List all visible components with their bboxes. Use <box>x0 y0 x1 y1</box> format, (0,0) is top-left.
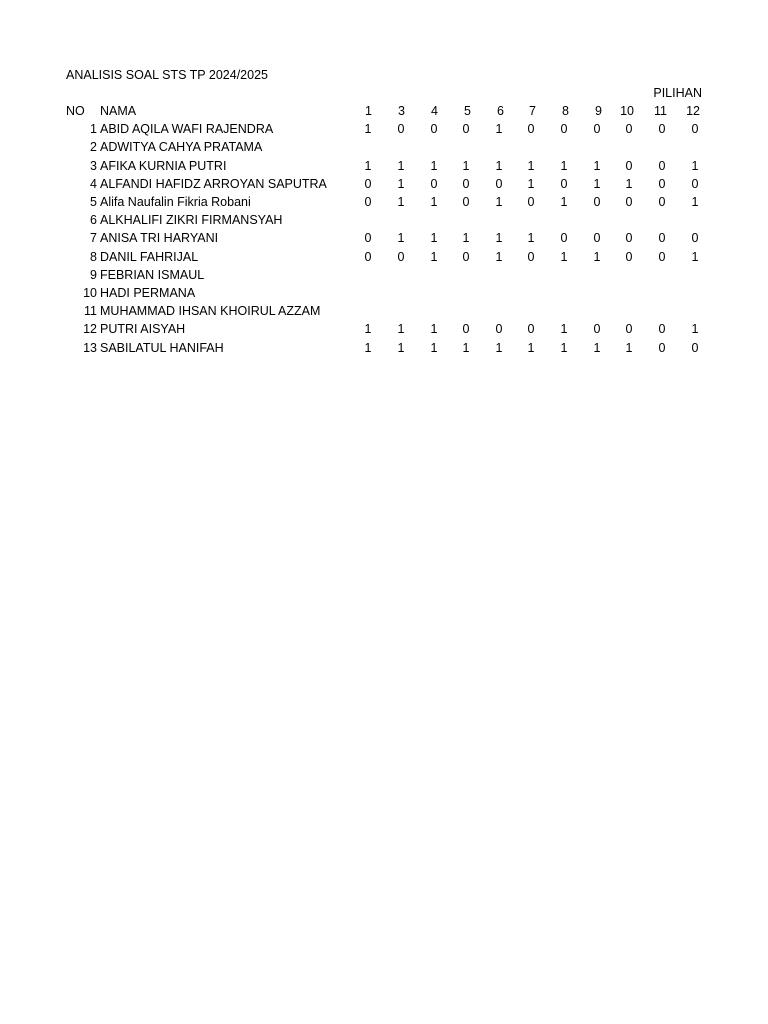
row-score: 0 <box>397 249 405 264</box>
row-score <box>454 302 478 320</box>
row-score <box>617 211 641 229</box>
table-row <box>0 193 768 211</box>
row-score <box>487 138 511 156</box>
header-question-4: 6 <box>497 104 504 118</box>
row-score <box>422 266 446 284</box>
row-score: 1 <box>430 249 438 264</box>
row-score: 0 <box>560 176 568 191</box>
row-no: 12 <box>83 322 97 337</box>
row-score: 0 <box>430 176 438 191</box>
row-no: 4 <box>90 176 97 191</box>
row-score <box>389 302 413 320</box>
row-score: 1 <box>593 340 601 355</box>
row-score <box>683 284 707 302</box>
row-score <box>422 211 446 229</box>
row-score <box>585 266 609 284</box>
row-score: 0 <box>658 176 666 191</box>
row-nama: ANISA TRI HARYANI <box>100 231 219 246</box>
row-score: 1 <box>364 158 372 173</box>
row-score: 0 <box>625 195 633 209</box>
row-score: 0 <box>527 249 535 264</box>
row-score <box>356 138 380 156</box>
row-score: 0 <box>691 340 699 355</box>
row-nama: AFIKA KURNIA PUTRI <box>100 158 227 173</box>
row-score <box>454 284 478 302</box>
row-score <box>683 211 707 229</box>
row-score: 1 <box>430 231 438 246</box>
row-score: 1 <box>560 195 568 209</box>
table-row <box>0 320 768 338</box>
row-score: 1 <box>397 322 405 337</box>
row-score <box>552 284 576 302</box>
row-score: 1 <box>593 176 601 191</box>
row-score: 1 <box>691 249 699 264</box>
row-score <box>519 211 543 229</box>
row-score <box>356 284 380 302</box>
row-score <box>617 284 641 302</box>
pilihan-group-label: PILIHAN <box>653 86 702 100</box>
row-score: 0 <box>462 176 470 191</box>
row-score <box>519 138 543 156</box>
row-nama: HADI PERMANA <box>100 286 196 300</box>
row-score: 1 <box>691 158 699 173</box>
row-score <box>487 211 511 229</box>
row-score: 0 <box>527 322 535 337</box>
row-nama: SABILATUL HANIFAH <box>100 340 224 355</box>
row-score: 0 <box>658 340 666 355</box>
row-score: 1 <box>430 340 438 355</box>
header-question-10: 12 <box>686 104 700 118</box>
row-score: 1 <box>527 176 535 191</box>
row-nama: ALKHALIFI ZIKRI FIRMANSYAH <box>100 213 283 228</box>
row-no: 1 <box>90 122 97 137</box>
row-score: 1 <box>397 158 405 173</box>
table-row <box>0 302 768 320</box>
row-score <box>487 302 511 320</box>
row-score <box>519 302 543 320</box>
row-no: 8 <box>90 249 97 264</box>
row-score <box>650 284 674 302</box>
row-no: 5 <box>90 195 97 209</box>
row-score: 0 <box>691 122 699 137</box>
row-score: 1 <box>691 322 699 337</box>
row-score: 1 <box>495 158 503 173</box>
row-score <box>650 138 674 156</box>
row-score: 1 <box>560 340 568 355</box>
row-no: 6 <box>90 213 97 228</box>
row-score: 0 <box>658 195 666 209</box>
row-score: 1 <box>593 158 601 173</box>
header-question-5: 7 <box>529 104 536 118</box>
table-row <box>0 229 768 247</box>
row-score: 1 <box>495 340 503 355</box>
row-score: 0 <box>625 249 633 264</box>
row-score: 1 <box>430 158 438 173</box>
row-score: 0 <box>658 249 666 264</box>
row-score: 1 <box>397 195 405 209</box>
row-score: 0 <box>397 122 405 137</box>
header-question-0: 1 <box>365 104 372 118</box>
row-score: 0 <box>364 195 372 209</box>
header-question-9: 11 <box>654 104 667 118</box>
row-no: 7 <box>90 231 97 246</box>
row-score: 1 <box>462 158 470 173</box>
table-row <box>0 120 768 138</box>
table-row <box>0 284 768 302</box>
row-nama: FEBRIAN ISMAUL <box>100 267 205 282</box>
row-score: 0 <box>364 231 372 246</box>
row-score: 0 <box>625 158 633 173</box>
row-score: 0 <box>593 231 601 246</box>
row-score: 0 <box>495 176 503 191</box>
row-score: 1 <box>397 176 405 191</box>
row-score: 1 <box>364 122 372 137</box>
table-row <box>0 175 768 193</box>
row-score: 1 <box>495 195 503 209</box>
header-question-6: 8 <box>562 104 569 118</box>
row-score: 0 <box>430 122 438 137</box>
row-score <box>552 138 576 156</box>
row-score <box>683 138 707 156</box>
row-score: 1 <box>691 195 699 209</box>
row-score: 1 <box>495 249 503 264</box>
row-score: 0 <box>462 122 470 137</box>
row-score <box>617 266 641 284</box>
header-question-7: 9 <box>595 104 602 118</box>
row-score: 1 <box>364 322 372 337</box>
row-score: 1 <box>397 340 405 355</box>
row-score <box>617 302 641 320</box>
row-score <box>650 302 674 320</box>
row-no: 10 <box>83 286 97 300</box>
row-score <box>356 302 380 320</box>
row-score: 1 <box>625 340 633 355</box>
row-no: 13 <box>83 340 97 355</box>
row-score: 0 <box>527 195 535 209</box>
document-title: ANALISIS SOAL STS TP 2024/2025 <box>66 68 268 82</box>
row-score <box>585 211 609 229</box>
row-score <box>422 284 446 302</box>
row-score <box>389 284 413 302</box>
row-no: 3 <box>90 158 97 173</box>
row-score <box>683 266 707 284</box>
row-score: 1 <box>397 231 405 246</box>
row-score <box>487 266 511 284</box>
row-score: 0 <box>625 322 633 337</box>
row-score: 1 <box>625 176 633 191</box>
header-nama: NAMA <box>100 104 137 118</box>
row-nama: PUTRI AISYAH <box>100 322 186 337</box>
row-score <box>650 266 674 284</box>
row-score <box>585 302 609 320</box>
row-no: 2 <box>90 140 97 155</box>
header-question-2: 4 <box>431 104 438 118</box>
row-nama: ADWITYA CAHYA PRATAMA <box>100 140 263 155</box>
row-score <box>585 138 609 156</box>
table-row <box>0 157 768 175</box>
row-score: 1 <box>527 340 535 355</box>
row-nama: DANIL FAHRIJAL <box>100 249 199 264</box>
row-score <box>422 138 446 156</box>
row-score: 1 <box>527 231 535 246</box>
row-score <box>356 211 380 229</box>
row-score: 0 <box>691 176 699 191</box>
row-score: 0 <box>691 231 699 246</box>
row-no: 9 <box>90 267 97 282</box>
row-score: 0 <box>593 195 601 209</box>
table-row <box>0 138 768 156</box>
table-row <box>0 211 768 229</box>
table-row <box>0 339 768 357</box>
header-question-1: 3 <box>398 104 405 118</box>
table-row <box>0 248 768 266</box>
row-score: 0 <box>462 322 470 337</box>
row-score: 0 <box>560 122 568 137</box>
row-score: 0 <box>364 249 372 264</box>
row-score: 0 <box>593 322 601 337</box>
row-score: 1 <box>430 195 438 209</box>
row-score: 0 <box>462 249 470 264</box>
header-no: NO <box>66 104 85 118</box>
row-score: 0 <box>364 176 372 191</box>
row-score: 0 <box>593 122 601 137</box>
row-score: 1 <box>495 231 503 246</box>
row-score: 0 <box>462 195 470 209</box>
row-score: 0 <box>658 158 666 173</box>
row-score <box>552 211 576 229</box>
row-score: 1 <box>430 322 438 337</box>
table-header-row <box>0 102 768 120</box>
row-score: 1 <box>593 249 601 264</box>
row-no: 11 <box>84 304 97 319</box>
row-score: 0 <box>560 231 568 246</box>
row-score <box>585 284 609 302</box>
row-score: 1 <box>462 340 470 355</box>
row-score <box>389 138 413 156</box>
row-score: 1 <box>462 231 470 246</box>
row-nama: ALFANDI HAFIDZ ARROYAN SAPUTRA <box>100 176 327 191</box>
table-row <box>0 266 768 284</box>
row-score: 1 <box>560 158 568 173</box>
row-score: 1 <box>560 249 568 264</box>
row-score <box>356 266 380 284</box>
row-score: 0 <box>527 122 535 137</box>
row-nama: Alifa Naufalin Fikria Robani <box>100 195 251 209</box>
row-nama: MUHAMMAD IHSAN KHOIRUL AZZAM <box>100 304 321 319</box>
row-score: 0 <box>658 122 666 137</box>
row-score: 0 <box>658 322 666 337</box>
row-score <box>552 302 576 320</box>
row-score <box>519 284 543 302</box>
row-score <box>519 266 543 284</box>
row-score <box>650 211 674 229</box>
row-score: 0 <box>658 231 666 246</box>
row-score <box>454 211 478 229</box>
row-score <box>683 302 707 320</box>
row-score: 0 <box>625 122 633 137</box>
row-score: 1 <box>560 322 568 337</box>
row-score <box>552 266 576 284</box>
row-score <box>454 266 478 284</box>
row-score: 1 <box>495 122 503 137</box>
row-score <box>389 266 413 284</box>
row-score <box>617 138 641 156</box>
row-score: 0 <box>495 322 503 337</box>
row-score: 0 <box>625 231 633 246</box>
row-score <box>389 211 413 229</box>
row-score <box>454 138 478 156</box>
header-question-3: 5 <box>464 104 471 118</box>
row-score: 1 <box>364 340 372 355</box>
header-question-8: 10 <box>620 104 634 118</box>
row-score <box>422 302 446 320</box>
row-score: 1 <box>527 158 535 173</box>
row-score <box>487 284 511 302</box>
row-nama: ABID AQILA WAFI RAJENDRA <box>100 122 274 137</box>
